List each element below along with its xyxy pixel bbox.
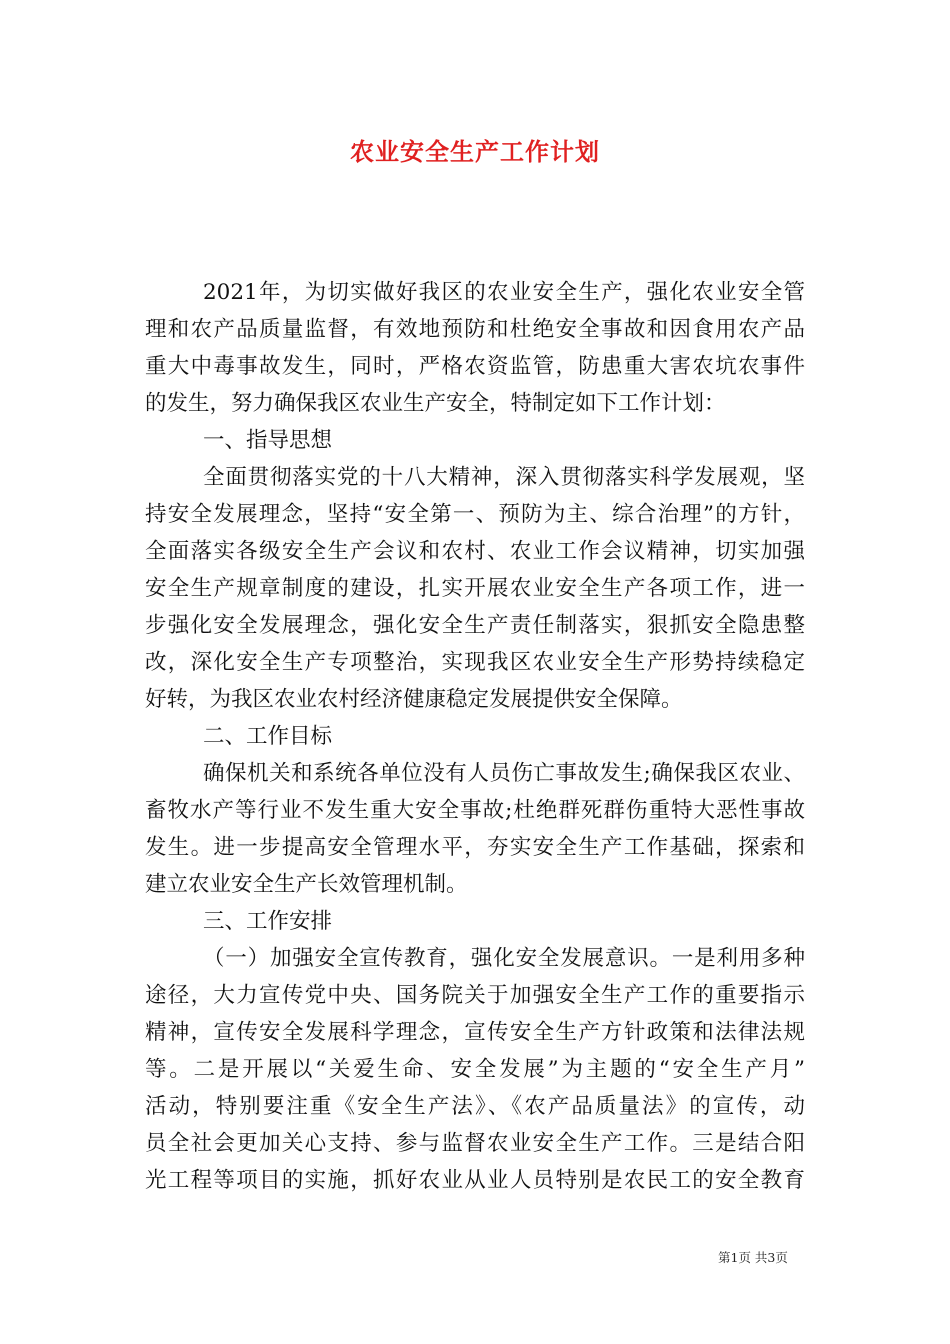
text-line: 畜牧水产等行业不发生重大安全事故;杜绝群死群伤重特大恶性事故 [145,798,805,823]
text-line: 步强化安全发展理念，强化安全生产责任制落实，狠抓安全隐患整 [145,613,805,638]
text-line: 等。二是开展以“关爱生命、安全发展”为主题的“安全生产月” [145,1057,805,1082]
paragraph [145,459,805,718]
text-line: 2021年，为切实做好我区的农业安全生产，强化农业安全管 [203,280,805,305]
paragraph [145,274,805,422]
text-line: 全面落实各级安全生产会议和农村、农业工作会议精神，切实加强 [145,539,805,564]
page-number: 第1页 共3页 [718,1250,788,1265]
document-title: 农业安全生产工作计划 [350,137,600,166]
section-heading: 一、指导思想 [203,428,333,453]
text-line: 发生。进一步提高安全管理水平，夯实安全生产工作基础，探索和 [145,835,805,860]
text-line: 精神，宣传安全发展科学理念，宣传安全生产方针政策和法律法规 [145,1020,805,1045]
section-heading: 三、工作安排 [203,909,333,934]
text-line: 安全生产规章制度的建设，扎实开展农业安全生产各项工作，进一 [145,576,805,601]
text-line: 员全社会更加关心支持、参与监督农业安全生产工作。三是结合阳 [145,1131,805,1156]
paragraph [145,903,805,940]
text-line: 的发生，努力确保我区农业生产安全，特制定如下工作计划： [145,391,726,416]
text-line: 活动，特别要注重《安全生产法》、《农产品质量法》的宣传，动 [145,1094,805,1119]
text-line: 持安全发展理念，坚持“安全第一、预防为主、综合治理”的方针， [145,502,805,527]
text-line: （一）加强安全宣传教育，强化安全发展意识。一是利用多种 [203,946,805,971]
paragraph [145,718,805,755]
text-line: 光工程等项目的实施，抓好农业从业人员特别是农民工的安全教育 [145,1168,805,1193]
paragraph [145,755,805,903]
text-line: 建立农业安全生产长效管理机制。 [145,872,468,897]
paragraph [145,940,805,1199]
paragraph [145,422,805,459]
text-line: 好转，为我区农业农村经济健康稳定发展提供安全保障。 [145,687,683,712]
text-line: 改，深化安全生产专项整治，实现我区农业安全生产形势持续稳定 [145,650,805,675]
text-line: 理和农产品质量监督，有效地预防和杜绝安全事故和因食用农产品 [145,317,805,342]
text-line: 重大中毒事故发生，同时，严格农资监管，防患重大害农坑农事件 [145,354,805,379]
document-body [145,274,805,1199]
section-heading: 二、工作目标 [203,724,333,749]
text-line: 确保机关和系统各单位没有人员伤亡事故发生;确保我区农业、 [203,761,805,786]
text-line: 途径，大力宣传党中央、国务院关于加强安全生产工作的重要指示 [145,983,805,1008]
text-line: 全面贯彻落实党的十八大精神，深入贯彻落实科学发展观，坚 [203,465,805,490]
